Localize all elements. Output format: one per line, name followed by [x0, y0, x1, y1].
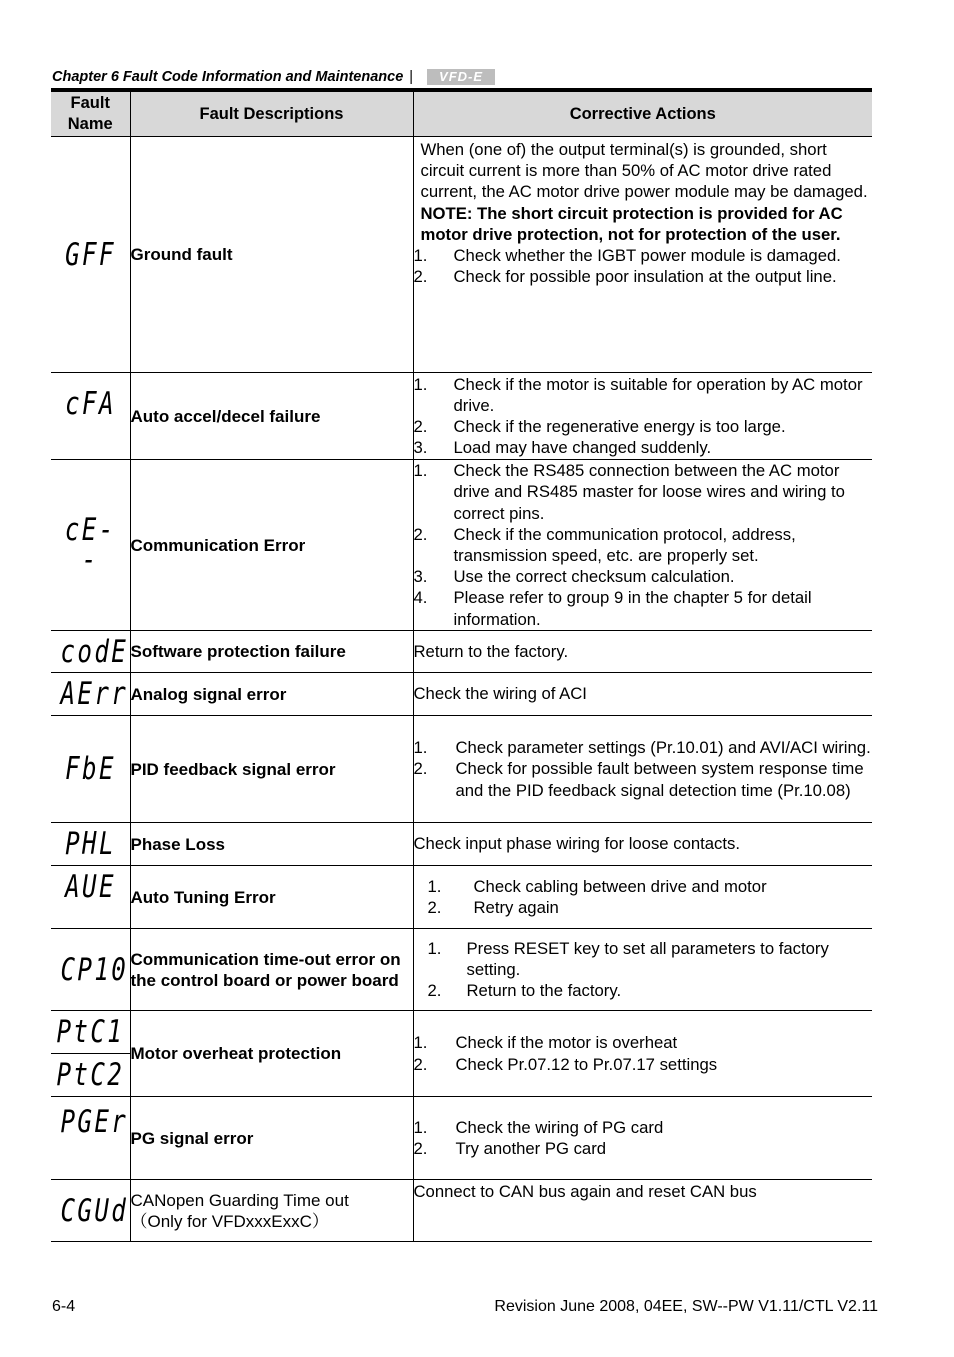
fault-code-display: CP10 — [60, 951, 129, 988]
corrective-actions — [413, 716, 872, 823]
list-item: 2. Try another PG card — [413, 1139, 607, 1158]
table-row — [51, 716, 872, 823]
list-item: 3. Load may have changed suddenly. — [413, 438, 712, 458]
list-item: 3. Use the correct checksum calculation. — [413, 567, 735, 587]
corrective-action-text: Check the wiring of ACI — [413, 673, 872, 716]
fault-description: Ground fault — [130, 137, 413, 373]
table-row — [51, 866, 872, 929]
list-item: 1. Check whether the IGBT power module is damaged. — [413, 246, 841, 266]
corrective-actions — [413, 929, 872, 1011]
action-note: NOTE: The short circuit protection is provided for AC motor drive protection, not for protection of the user. — [420, 203, 843, 244]
table-row — [51, 1011, 872, 1097]
fault-description: PID feedback signal error — [130, 716, 413, 823]
action-intro: When (one of) the output terminal(s) is grounded, short circuit current is more than 50% of AC motor drive rated current, the AC motor drive power module may be damaged. — [420, 140, 868, 202]
revision-info: Revision June 2008, 04EE, SW--PW V1.11/CTL V2.11 — [494, 1298, 878, 1315]
corrective-actions — [413, 373, 872, 460]
fault-description: Motor overheat protection — [130, 1011, 413, 1097]
header-separator: | — [409, 69, 414, 85]
corrective-actions — [413, 1011, 872, 1097]
list-item: 4. Please refer to group 9 in the chapter 5 for detail information. — [413, 588, 812, 629]
corrective-action-text: Connect to CAN bus again and reset CAN bus — [413, 1180, 872, 1242]
fault-code-display: codE — [60, 633, 129, 670]
list-item: 2. Check if the regenerative energy is too large. — [413, 417, 786, 436]
chapter-title: Chapter 6 Fault Code Information and Maintenance — [52, 69, 404, 85]
fault-description: Communication Error — [130, 460, 413, 631]
table-row — [51, 137, 872, 373]
list-item: 1. Check the RS485 connection between the AC motor drive and RS485 master for loose wires and wiring to correct pins. — [413, 461, 845, 523]
list-item: 2. Check for possible fault between system response time and the PID feedback signal detection time (Pr.10.08) — [413, 759, 864, 800]
col-fault-descriptions: Fault Descriptions — [130, 90, 413, 137]
fault-code-display: GFF — [64, 236, 116, 273]
fault-description: Auto Tuning Error — [130, 866, 413, 929]
fault-code-display: FbE — [64, 751, 116, 787]
fault-code-display: CGUd — [60, 1192, 129, 1229]
vfd-e-logo: VFD-E — [427, 69, 495, 85]
fault-code-display: cFA — [64, 386, 116, 422]
corrective-actions — [413, 137, 872, 373]
fault-description: Communication time-out error on the control board or power board — [130, 929, 413, 1011]
table-row — [51, 1097, 872, 1180]
table-row — [51, 373, 872, 460]
col-corrective-actions: Corrective Actions — [413, 90, 872, 137]
list-item: 1. Check if the motor is overheat — [413, 1033, 678, 1053]
list-item: 2. Retry again — [427, 898, 559, 917]
table-row — [51, 929, 872, 1011]
table-header-row — [51, 90, 872, 137]
corrective-actions — [413, 1097, 872, 1180]
fault-code-split — [51, 1011, 130, 1096]
fault-description: Analog signal error — [130, 673, 413, 716]
fault-description: Phase Loss — [130, 823, 413, 866]
table-row — [51, 673, 872, 716]
corrective-action-text: Return to the factory. — [413, 631, 872, 673]
fault-code-display: PGEr — [60, 1104, 129, 1140]
fault-description: Software protection failure — [130, 631, 413, 673]
list-item: 2. Check if the communication protocol, address, transmission speed, etc. are properly set. — [413, 524, 796, 565]
fault-code-display: PtC2 — [56, 1057, 125, 1093]
fault-code-display: AErr — [60, 676, 129, 712]
table-row — [51, 631, 872, 673]
page-number: 6-4 — [52, 1298, 76, 1315]
fault-code-display: PHL — [64, 826, 116, 862]
fault-description: PG signal error — [130, 1097, 413, 1180]
list-item: 1. Press RESET key to set all parameters to factory setting. — [427, 938, 829, 979]
fault-code-display: AUE — [64, 869, 116, 905]
fault-code-display: cE-- — [64, 512, 116, 578]
list-item: 1. Check if the motor is suitable for operation by AC motor drive. — [413, 374, 863, 415]
list-item: 1. Check the wiring of PG card — [413, 1117, 664, 1137]
list-item: 2. Return to the factory. — [427, 981, 622, 1001]
list-item: 2. Check for possible poor insulation at the output line. — [413, 267, 837, 287]
list-item: 1. Check cabling between drive and motor — [427, 876, 767, 896]
list-item: 2. Check Pr.07.12 to Pr.07.17 settings — [413, 1054, 718, 1074]
corrective-actions — [413, 866, 872, 929]
table-row — [51, 460, 872, 631]
page-header — [52, 66, 872, 88]
corrective-actions — [413, 460, 872, 631]
list-item: 1. Check parameter settings (Pr.10.01) and AVI/ACI wiring. — [413, 738, 871, 758]
fault-description: CANopen Guarding Time out （Only for VFDxxxExxC） — [130, 1180, 413, 1242]
fault-code-display: PtC1 — [56, 1014, 125, 1050]
table-row — [51, 823, 872, 866]
col-fault-name: Fault Name — [51, 90, 130, 137]
table-row — [51, 1180, 872, 1242]
fault-description: Auto accel/decel failure — [130, 373, 413, 460]
fault-code-table — [51, 88, 872, 1242]
corrective-action-text: Check input phase wiring for loose contacts. — [413, 823, 872, 866]
